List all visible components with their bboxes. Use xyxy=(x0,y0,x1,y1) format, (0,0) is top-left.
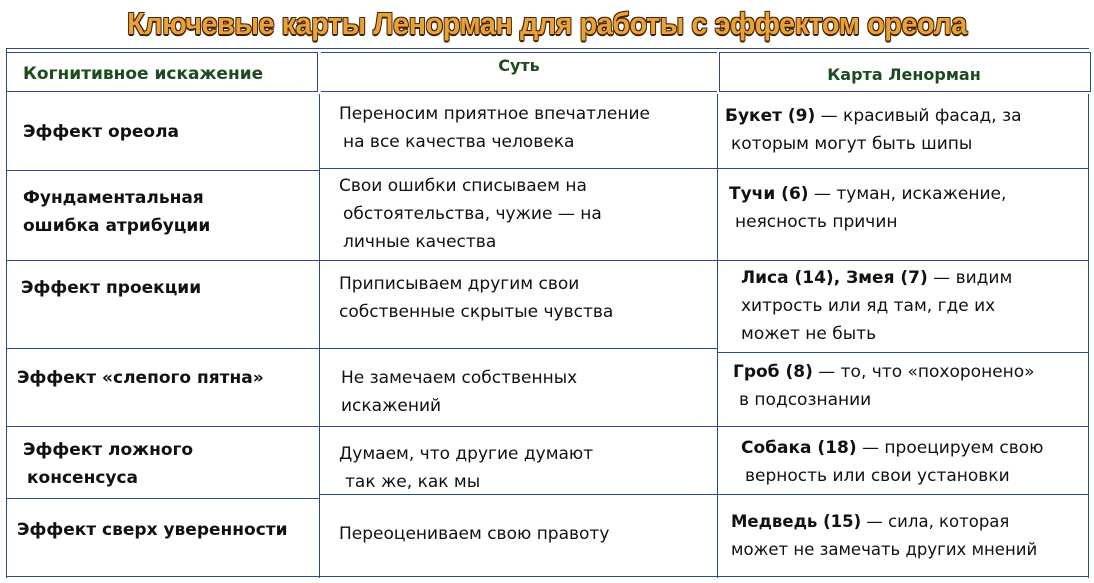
lenormand-table xyxy=(6,48,1089,578)
row-2-card: Тучи (6) — туман, искажение, неясность причин xyxy=(729,184,1007,232)
row-5-bias: Эффект ложного консенсуса xyxy=(23,440,194,488)
row-6-card: Медведь (15) — сила, которая может не замечать других мнений xyxy=(731,512,1038,559)
row-4-bias: Эффект «слепого пятна» xyxy=(17,368,264,388)
row-3-essence: Приписываем другим свои собственные скрытые чувства xyxy=(339,274,614,322)
row-2-bias: Фундаментальная ошибка атрибуции xyxy=(23,188,211,236)
row-5-essence: Думаем, что другие думают так же, как мы xyxy=(339,444,594,492)
header-cognitive-bias: Когнитивное искажение xyxy=(23,64,264,84)
row-6-bias: Эффект сверх уверенности xyxy=(17,520,288,540)
header-lenormand-card: Карта Ленорман xyxy=(827,64,981,84)
row-3-card: Лиса (14), Змея (7) — видим хитрость или яд там, где их может не быть xyxy=(741,268,1013,344)
row-3-bias: Эффект проекции xyxy=(21,278,202,298)
row-1-card: Букет (9) — красивый фасад, за которым могут быть шипы xyxy=(725,106,1022,154)
row-4-card: Гроб (8) — то, что «похоронено» в подсознании xyxy=(733,362,1035,410)
row-2-essence: Свои ошибки списываем на обстоятельства, чужие — на личные качества xyxy=(339,176,602,252)
row-6-essence: Переоцениваем свою правоту xyxy=(339,524,610,544)
row-1-essence: Переносим приятное впечатление на все качества человека xyxy=(339,104,650,152)
page-title: Ключевые карты Ленорман для работы с эффектом ореола xyxy=(127,6,967,41)
header-essence: Суть xyxy=(498,56,540,75)
row-4-essence: Не замечаем собственных искажений xyxy=(341,368,578,416)
row-5-card: Собака (18) — проецируем свою верность или свои установки xyxy=(741,438,1044,486)
row-1-bias: Эффект ореола xyxy=(23,122,180,142)
